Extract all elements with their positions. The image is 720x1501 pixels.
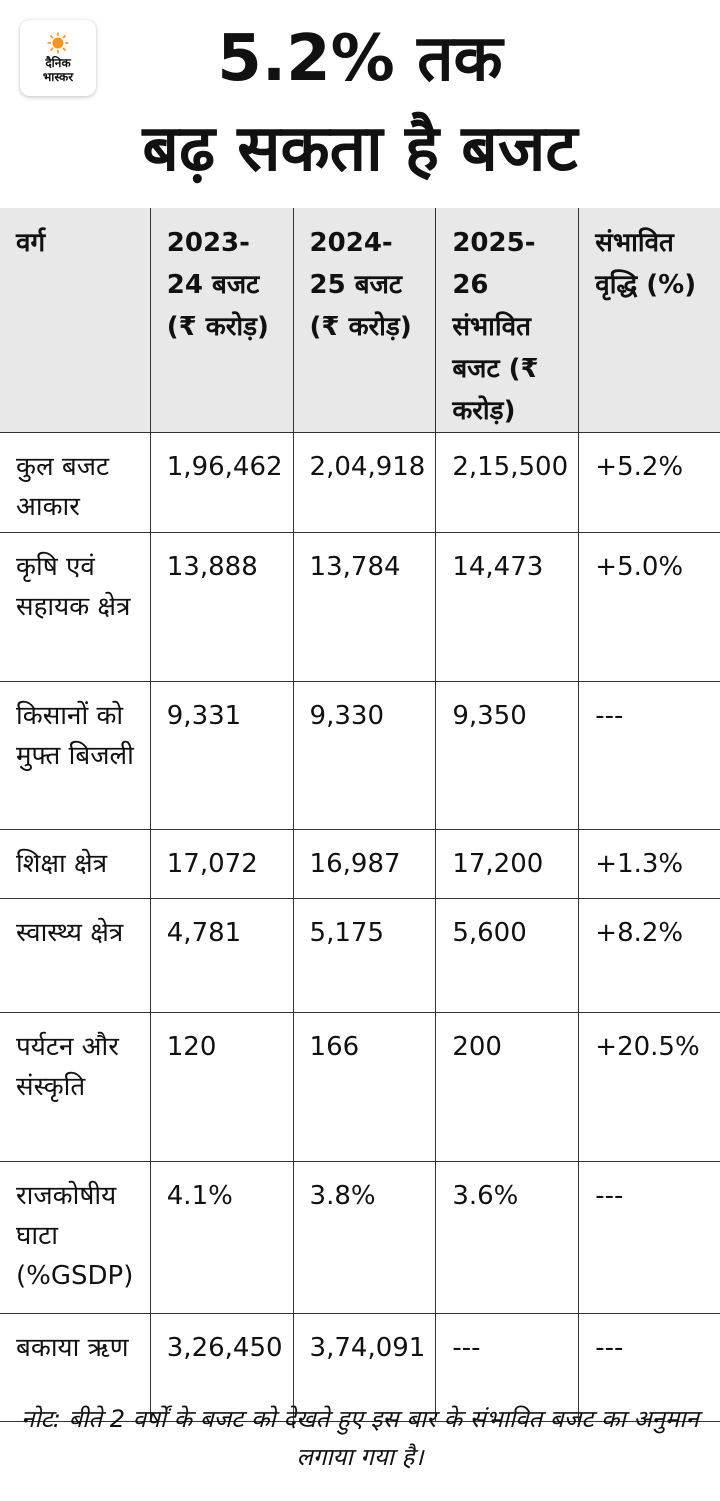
cell-2024-25: 2,04,918 (293, 433, 436, 533)
header (0, 0, 720, 208)
header-growth: संभावित वृद्धि (%) (579, 208, 720, 433)
cell-2024-25: 5,175 (293, 899, 436, 1013)
footnote: नोट: बीते 2 वर्षों के बजट को देखते हुए इस बार के संभावित बजट का अनुमान लगाया गया है। (21, 1405, 699, 1471)
cell-2023-24: 13,888 (150, 533, 293, 682)
cell-2023-24: 1,96,462 (150, 433, 293, 533)
row-category: कृषि एवं सहायक क्षेत्र (0, 533, 150, 682)
cell-2025-26: 200 (436, 1013, 579, 1162)
table-row (0, 1013, 720, 1162)
header-2025-26: 2025-26 संभावित बजट (₹ करोड़) (436, 208, 579, 433)
cell-2025-26: 17,200 (436, 830, 579, 899)
budget-table (0, 208, 720, 1422)
cell-growth: --- (579, 682, 720, 830)
row-category: स्वास्थ्य क्षेत्र (0, 899, 150, 1013)
cell-2023-24: 120 (150, 1013, 293, 1162)
header-2024-25: 2024-25 बजट (₹ करोड़) (293, 208, 436, 433)
table-header-row (0, 208, 720, 433)
cell-2024-25: 13,784 (293, 533, 436, 682)
cell-2025-26: 3.6% (436, 1162, 579, 1314)
cell-growth: --- (579, 1162, 720, 1314)
row-category: किसानों को मुफ्त बिजली (0, 682, 150, 830)
cell-2025-26: 2,15,500 (436, 433, 579, 533)
cell-2024-25: 16,987 (293, 830, 436, 899)
cell-2023-24: 4,781 (150, 899, 293, 1013)
cell-2024-25: 3,74,091 (293, 1314, 436, 1422)
page-title (0, 14, 720, 194)
cell-2025-26: --- (436, 1314, 579, 1422)
table-row (0, 830, 720, 899)
table-row (0, 533, 720, 682)
cell-growth: +5.2% (579, 433, 720, 533)
cell-2024-25: 9,330 (293, 682, 436, 830)
cell-2025-26: 9,350 (436, 682, 579, 830)
logo-text-line2: भास्कर (42, 70, 74, 84)
cell-2023-24: 9,331 (150, 682, 293, 830)
cell-growth: +20.5% (579, 1013, 720, 1162)
table-row (0, 682, 720, 830)
cell-growth: +1.3% (579, 830, 720, 899)
cell-growth: --- (579, 1314, 720, 1422)
row-category: कुल बजट आकार (0, 433, 150, 533)
cell-2023-24: 3,26,450 (150, 1314, 293, 1422)
header-category: वर्ग (0, 208, 150, 433)
header-2023-24: 2023-24 बजट (₹ करोड़) (150, 208, 293, 433)
cell-2024-25: 3.8% (293, 1162, 436, 1314)
row-category: शिक्षा क्षेत्र (0, 830, 150, 899)
table-row (0, 433, 720, 533)
cell-2023-24: 4.1% (150, 1162, 293, 1314)
logo-text-line1: दैनिक (45, 56, 71, 70)
table-row (0, 1162, 720, 1314)
cell-2023-24: 17,072 (150, 830, 293, 899)
table-row (0, 899, 720, 1013)
cell-growth: +5.0% (579, 533, 720, 682)
cell-2024-25: 166 (293, 1013, 436, 1162)
row-category: बकाया ऋण (0, 1314, 150, 1422)
cell-growth: +8.2% (579, 899, 720, 1013)
row-category: राजकोषीय घाटा (%GSDP) (0, 1162, 150, 1314)
headline-line2: बढ़ सकता है बजट (142, 112, 578, 186)
headline-line1: 5.2% तक (217, 22, 503, 96)
cell-2025-26: 5,600 (436, 899, 579, 1013)
row-category: पर्यटन और संस्कृति (0, 1013, 150, 1162)
cell-2025-26: 14,473 (436, 533, 579, 682)
